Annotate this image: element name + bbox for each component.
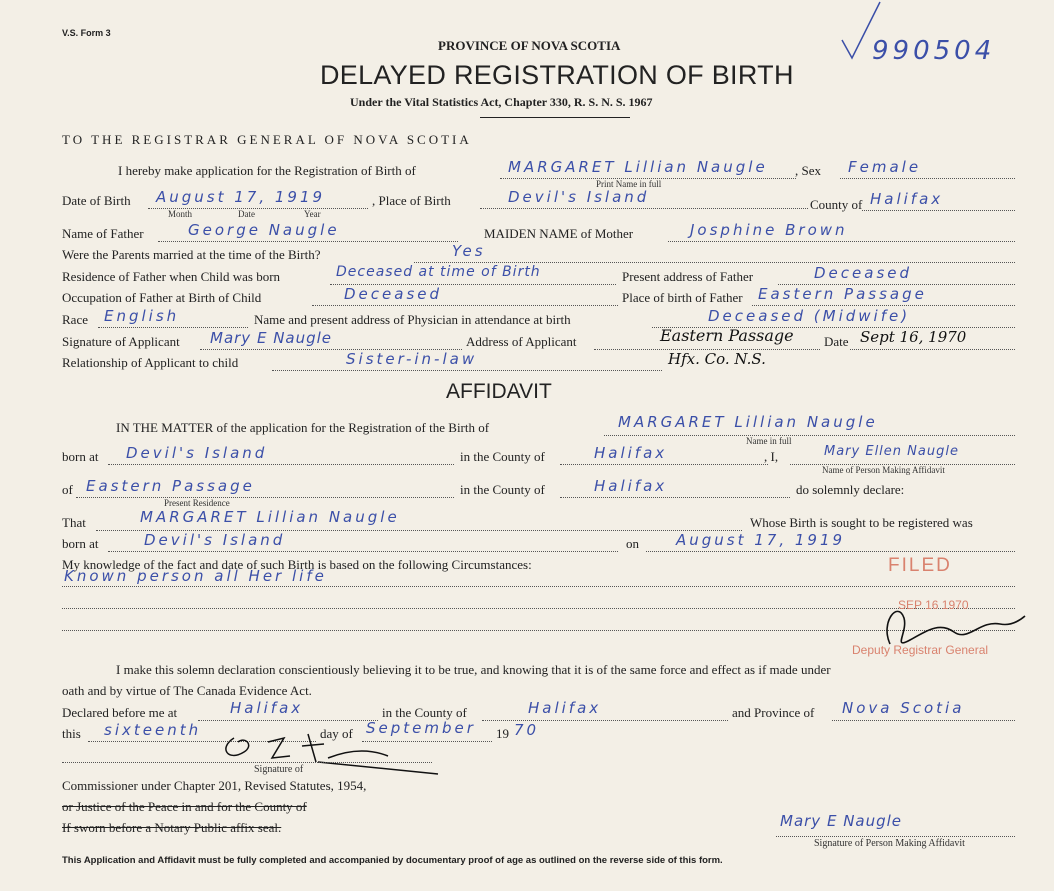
month-label: Month [168,209,193,219]
declaration-line-1: I make this solemn declaration conscientiously believing it to be true, and knowing that it is of the same force and effect as if made under [116,662,831,677]
born-at-label-2: born at [62,536,99,551]
applicant-address-label: Address of Applicant [466,334,577,349]
commissioner-label: Commissioner under Chapter 201, Revised Statutes, 1954, [62,778,367,793]
pob-field[interactable]: Devil's Island [508,188,650,206]
county-label-affidavit: in the County of [460,449,545,464]
affiant-signature: Mary E Naugle [780,812,903,830]
applicant-address-line2[interactable]: Hfx. Co. N.S. [668,350,766,368]
date-label: Date [238,209,255,219]
applicant-address-field[interactable]: Eastern Passage [660,326,794,345]
registrar-signature [850,592,1030,662]
day-of-label: day of [320,726,353,741]
year-prefix: 19 [496,726,509,741]
relationship-label: Relationship of Applicant to child [62,355,239,370]
father-pob-label: Place of birth of Father [622,290,743,305]
affiant-signature-label: Signature of Person Making Affidavit [814,838,965,849]
county-field-affidavit-2[interactable]: Halifax [594,477,668,495]
footer-note: This Application and Affidavit must be fully completed and accompanied by documentary proof of age as outlined on the reverse side of this form. [62,855,723,866]
dob-label: Date of Birth [62,193,131,208]
whose-birth-label: Whose Birth is sought to be registered was [750,515,973,530]
province-heading: PROVINCE OF NOVA SCOTIA [438,38,621,53]
born-at-label: born at [62,449,99,464]
on-label: on [626,536,639,551]
form-number: V.S. Form 3 [62,28,111,38]
justice-label: or Justice of the Peace in and for the County of [62,799,307,814]
page-title: DELAYED REGISTRATION OF BIRTH [320,60,794,90]
deputy-registrar-stamp: Deputy Registrar General [852,643,989,657]
county-label: County of [810,197,863,212]
born-at-field-2[interactable]: Devil's Island [144,531,286,549]
present-address-field[interactable]: Deceased [814,264,913,282]
child-name-field[interactable]: MARGARET Lillian Naugle [508,158,768,176]
county-field-affidavit[interactable]: Halifax [594,444,668,462]
year-label: Year [304,209,321,219]
this-label: this [62,726,81,741]
pob-label: , Place of Birth [372,193,451,208]
print-name-label: Print Name in full [596,179,662,189]
father-field[interactable]: George Naugle [188,221,340,239]
physician-label: Name and present address of Physician in attendance at birth [254,312,571,327]
filed-date-stamp: SEP 16 1970 [898,598,969,612]
declared-at-field[interactable]: Halifax [230,699,304,717]
county-field[interactable]: Halifax [870,190,944,208]
handwritten-number: 990504 [872,36,996,66]
application-date-field[interactable]: Sept 16, 1970 [860,328,967,346]
sex-label: , Sex [795,163,821,178]
residence-field[interactable]: Deceased at time of Birth [336,264,541,280]
race-label: Race [62,312,88,327]
affidavit-intro: IN THE MATTER of the application for the Registration of the Birth of [116,420,490,435]
father-pob-field[interactable]: Eastern Passage [758,285,927,303]
mother-label: MAIDEN NAME of Mother [484,226,634,241]
declared-label: Declared before me at [62,705,178,720]
mother-field[interactable]: Josphine Brown [690,221,848,239]
application-intro: I hereby make application for the Registration of Birth of [118,163,416,178]
present-residence-label: Present Residence [164,498,230,508]
year-field[interactable]: 70 [514,721,540,739]
residence-label: Residence of Father when Child was born [62,269,281,284]
knowledge-field[interactable]: Known person all Her life [64,567,327,585]
declare-label: do solemnly declare: [796,482,905,497]
commissioner-signature [198,728,448,778]
relationship-field[interactable]: Sister-in-law [346,350,478,368]
applicant-sig-label: Signature of Applicant [62,334,180,349]
occupation-field[interactable]: Deceased [344,285,443,303]
to-registrar: TO THE REGISTRAR GENERAL OF NOVA SCOTIA [62,132,472,147]
sex-field[interactable]: Female [848,158,922,176]
day-field[interactable]: sixteenth [104,721,202,739]
declaration-line-2: oath and by virtue of The Canada Evidence Act. [62,683,312,698]
residence-field-affidavit[interactable]: Eastern Passage [86,477,255,495]
applicant-signature: Mary E Naugle [210,329,333,347]
affiant-name-field[interactable]: Mary Ellen Naugle [824,444,959,459]
present-address-label: Present address of Father [622,269,754,284]
that-label: That [62,515,86,530]
affidavit-name-field[interactable]: MARGARET Lillian Naugle [618,413,878,431]
application-date-label: Date [824,334,849,349]
affidavit-heading: AFFIDAVIT [446,380,552,403]
occupation-label: Occupation of Father at Birth of Child [62,290,262,305]
physician-field[interactable]: Deceased (Midwife) [708,307,911,325]
of-label: of [62,482,73,497]
married-label: Were the Parents married at the time of the Birth? [62,247,321,262]
i-label: , I, [764,449,779,464]
affiant-name-label: Name of Person Making Affidavit [822,465,945,475]
race-field[interactable]: English [104,307,180,325]
province-label: and Province of [732,705,815,720]
check-mark-icon [838,0,888,64]
county-label-affidavit-2: in the County of [460,482,545,497]
married-field[interactable]: Yes [452,242,486,260]
county-label-3: in the County of [382,705,467,720]
county-field-3[interactable]: Halifax [528,699,602,717]
subtitle: Under the Vital Statistics Act, Chapter 330, R. S. N. S. 1967 [350,95,653,109]
that-name-field[interactable]: MARGARET Lillian Naugle [140,508,400,526]
born-at-field[interactable]: Devil's Island [126,444,268,462]
month-field[interactable]: September [366,719,476,737]
province-field[interactable]: Nova Scotia [842,699,965,717]
notary-label: If sworn before a Notary Public affix seal. [62,820,282,835]
knowledge-label: My knowledge of the fact and date of such Birth is based on the following Circumstances: [62,557,532,572]
father-label: Name of Father [62,226,144,241]
on-date-field[interactable]: August 17, 1919 [676,531,846,549]
name-in-full-label: Name in full [746,436,792,446]
filed-stamp: FILED [888,555,952,576]
signature-of-label: Signature of [254,764,304,775]
dob-field[interactable]: August 17, 1919 [156,188,326,206]
